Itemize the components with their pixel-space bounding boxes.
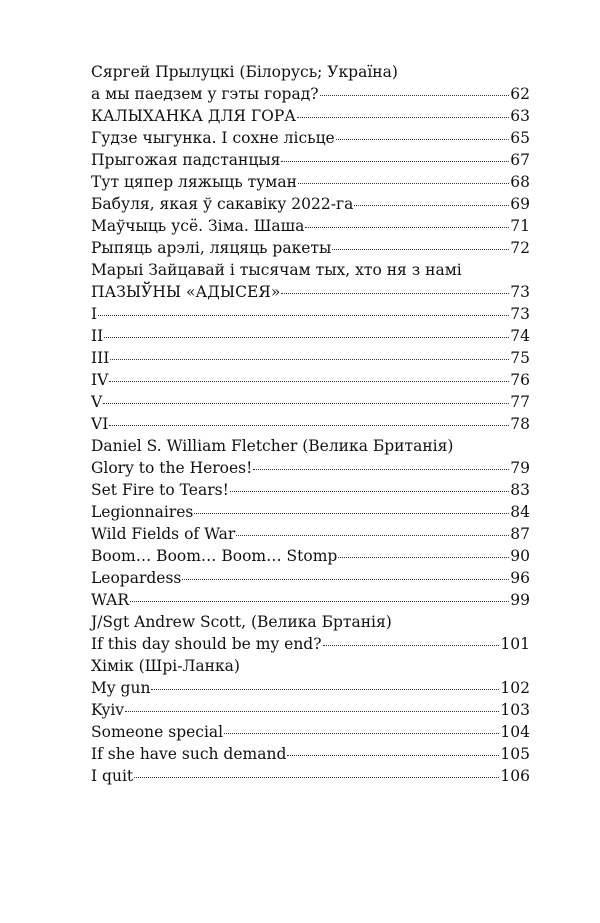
toc-entry-title: Маўчыць усё. Зіма. Шаша xyxy=(91,217,305,235)
dot-leader xyxy=(194,513,509,514)
toc-entry-title: If this day should be my end? xyxy=(91,635,322,653)
dot-leader xyxy=(281,293,509,294)
dot-leader xyxy=(236,535,509,536)
toc-author-heading: Сяргей Прылуцкі (Білорусь; Україна) xyxy=(91,63,398,81)
toc-page-number: 63 xyxy=(510,107,530,125)
toc-entry xyxy=(91,281,530,303)
dot-leader xyxy=(130,601,509,602)
dot-leader xyxy=(224,733,499,734)
toc-entry-title: II xyxy=(91,327,104,345)
toc-entry-title: VI xyxy=(91,415,109,433)
toc-author-heading: Хімік (Шрі-Ланка) xyxy=(91,657,240,675)
toc-page-number: 104 xyxy=(500,723,530,741)
toc-entry-title: Kyiv xyxy=(91,701,125,719)
toc-entry xyxy=(91,237,530,259)
toc-entry xyxy=(91,523,530,545)
dot-leader xyxy=(338,557,509,558)
dot-leader xyxy=(151,689,499,690)
toc-page-number: 62 xyxy=(510,85,530,103)
toc-page-number: 101 xyxy=(500,635,530,653)
toc-entry xyxy=(91,765,530,787)
toc-entry xyxy=(91,215,530,237)
dot-leader xyxy=(110,359,509,360)
dot-leader xyxy=(336,139,510,140)
dot-leader xyxy=(298,183,509,184)
toc-entry-title: Glory to the Heroes! xyxy=(91,459,253,477)
toc-entry xyxy=(91,83,530,105)
toc-entry xyxy=(91,303,530,325)
toc-entry xyxy=(91,633,530,655)
toc-page-number: 72 xyxy=(510,239,530,257)
toc-entry xyxy=(91,347,530,369)
dot-leader xyxy=(354,205,509,206)
dot-leader xyxy=(281,161,509,162)
toc-entry xyxy=(91,369,530,391)
toc-entry xyxy=(91,677,530,699)
toc-entry-title: Set Fire to Tears! xyxy=(91,481,229,499)
toc-page-number: 74 xyxy=(510,327,530,345)
toc-entry-title: Прыгожая падстанцыя xyxy=(91,151,281,169)
toc-page-number: 87 xyxy=(510,525,530,543)
toc-page-number: 103 xyxy=(500,701,530,719)
toc-entry xyxy=(91,479,530,501)
dot-leader xyxy=(253,469,509,470)
toc-entry xyxy=(91,325,530,347)
toc-entry xyxy=(91,105,530,127)
dot-leader xyxy=(134,777,499,778)
toc-entry xyxy=(91,501,530,523)
toc-entry xyxy=(91,127,530,149)
toc-page-number: 90 xyxy=(510,547,530,565)
dot-leader xyxy=(287,755,499,756)
toc-entry xyxy=(91,567,530,589)
toc-author-heading: Daniel S. William Fletcher (Велика Британія) xyxy=(91,437,454,455)
toc-entry-title: Бабуля, якая ў сакавіку 2022-га xyxy=(91,195,354,213)
toc-entry-title: ПАЗЫЎНЫ «АДЫСЕЯ» xyxy=(91,283,281,301)
toc-page-number: 84 xyxy=(510,503,530,521)
toc-page-number: 65 xyxy=(510,129,530,147)
toc-entry-title: Leopardess xyxy=(91,569,182,587)
toc-page-number: 105 xyxy=(500,745,530,763)
toc-author-heading: Марыі Зайцавай і тысячам тых, хто ня з намі xyxy=(91,261,462,279)
toc-entry xyxy=(91,457,530,479)
toc-page-number: 67 xyxy=(510,151,530,169)
dot-leader xyxy=(182,579,509,580)
toc-page-number: 71 xyxy=(510,217,530,235)
toc-page-number: 96 xyxy=(510,569,530,587)
toc-author-heading: J/Sgt Andrew Scott, (Велика Бртанія) xyxy=(91,613,392,631)
toc-entry-title: КАЛЫХАНКА ДЛЯ ГОРА xyxy=(91,107,296,125)
toc-page-number: 75 xyxy=(510,349,530,367)
dot-leader xyxy=(103,403,509,404)
dot-leader xyxy=(320,95,510,96)
dot-leader xyxy=(297,117,509,118)
dot-leader xyxy=(125,711,499,712)
toc-entry-title: Тут цяпер ляжыць туман xyxy=(91,173,297,191)
dot-leader xyxy=(305,227,509,228)
toc-page-number: 68 xyxy=(510,173,530,191)
toc-entry xyxy=(91,391,530,413)
toc-page-number: 73 xyxy=(510,283,530,301)
toc-entry xyxy=(91,545,530,567)
toc-entry-title: Wild Fields of War xyxy=(91,525,236,543)
toc-page-number: 99 xyxy=(510,591,530,609)
toc-entry-title: WAR xyxy=(91,591,130,609)
dot-leader xyxy=(332,249,509,250)
toc-entry-title: Legionnaires xyxy=(91,503,194,521)
table-of-contents xyxy=(91,61,530,787)
toc-page-number: 69 xyxy=(510,195,530,213)
toc-entry-title: I xyxy=(91,305,98,323)
dot-leader xyxy=(104,337,509,338)
toc-entry xyxy=(91,721,530,743)
toc-entry xyxy=(91,149,530,171)
toc-entry-title: V xyxy=(91,393,103,411)
toc-page-number: 106 xyxy=(500,767,530,785)
dot-leader xyxy=(323,645,500,646)
toc-page-number: 83 xyxy=(510,481,530,499)
toc-entry xyxy=(91,699,530,721)
dot-leader xyxy=(98,315,509,316)
toc-entry-title: IV xyxy=(91,371,109,389)
toc-entry xyxy=(91,171,530,193)
dot-leader xyxy=(230,491,509,492)
toc-page-number: 73 xyxy=(510,305,530,323)
toc-entry-title: Гудзе чыгунка. І сохне лісьце xyxy=(91,129,335,147)
toc-page-number: 77 xyxy=(510,393,530,411)
toc-entry-title: III xyxy=(91,349,110,367)
toc-page-number: 102 xyxy=(500,679,530,697)
toc-entry-title: а мы паедзем у гэты горад? xyxy=(91,85,319,103)
toc-entry xyxy=(91,193,530,215)
toc-page-number: 79 xyxy=(510,459,530,477)
dot-leader xyxy=(109,381,509,382)
toc-entry-title: Someone special xyxy=(91,723,224,741)
toc-entry-title: My gun xyxy=(91,679,151,697)
toc-entry-title: I quit xyxy=(91,767,134,785)
toc-entry-title: Рыпяць арэлі, ляцяць ракеты xyxy=(91,239,332,257)
toc-entry xyxy=(91,589,530,611)
toc-entry-title: Boom… Boom… Boom… Stomp xyxy=(91,547,338,565)
toc-entry-title: If she have such demand xyxy=(91,745,287,763)
toc-entry xyxy=(91,743,530,765)
toc-entry xyxy=(91,413,530,435)
toc-page-number: 76 xyxy=(510,371,530,389)
dot-leader xyxy=(109,425,509,426)
toc-page-number: 78 xyxy=(510,415,530,433)
